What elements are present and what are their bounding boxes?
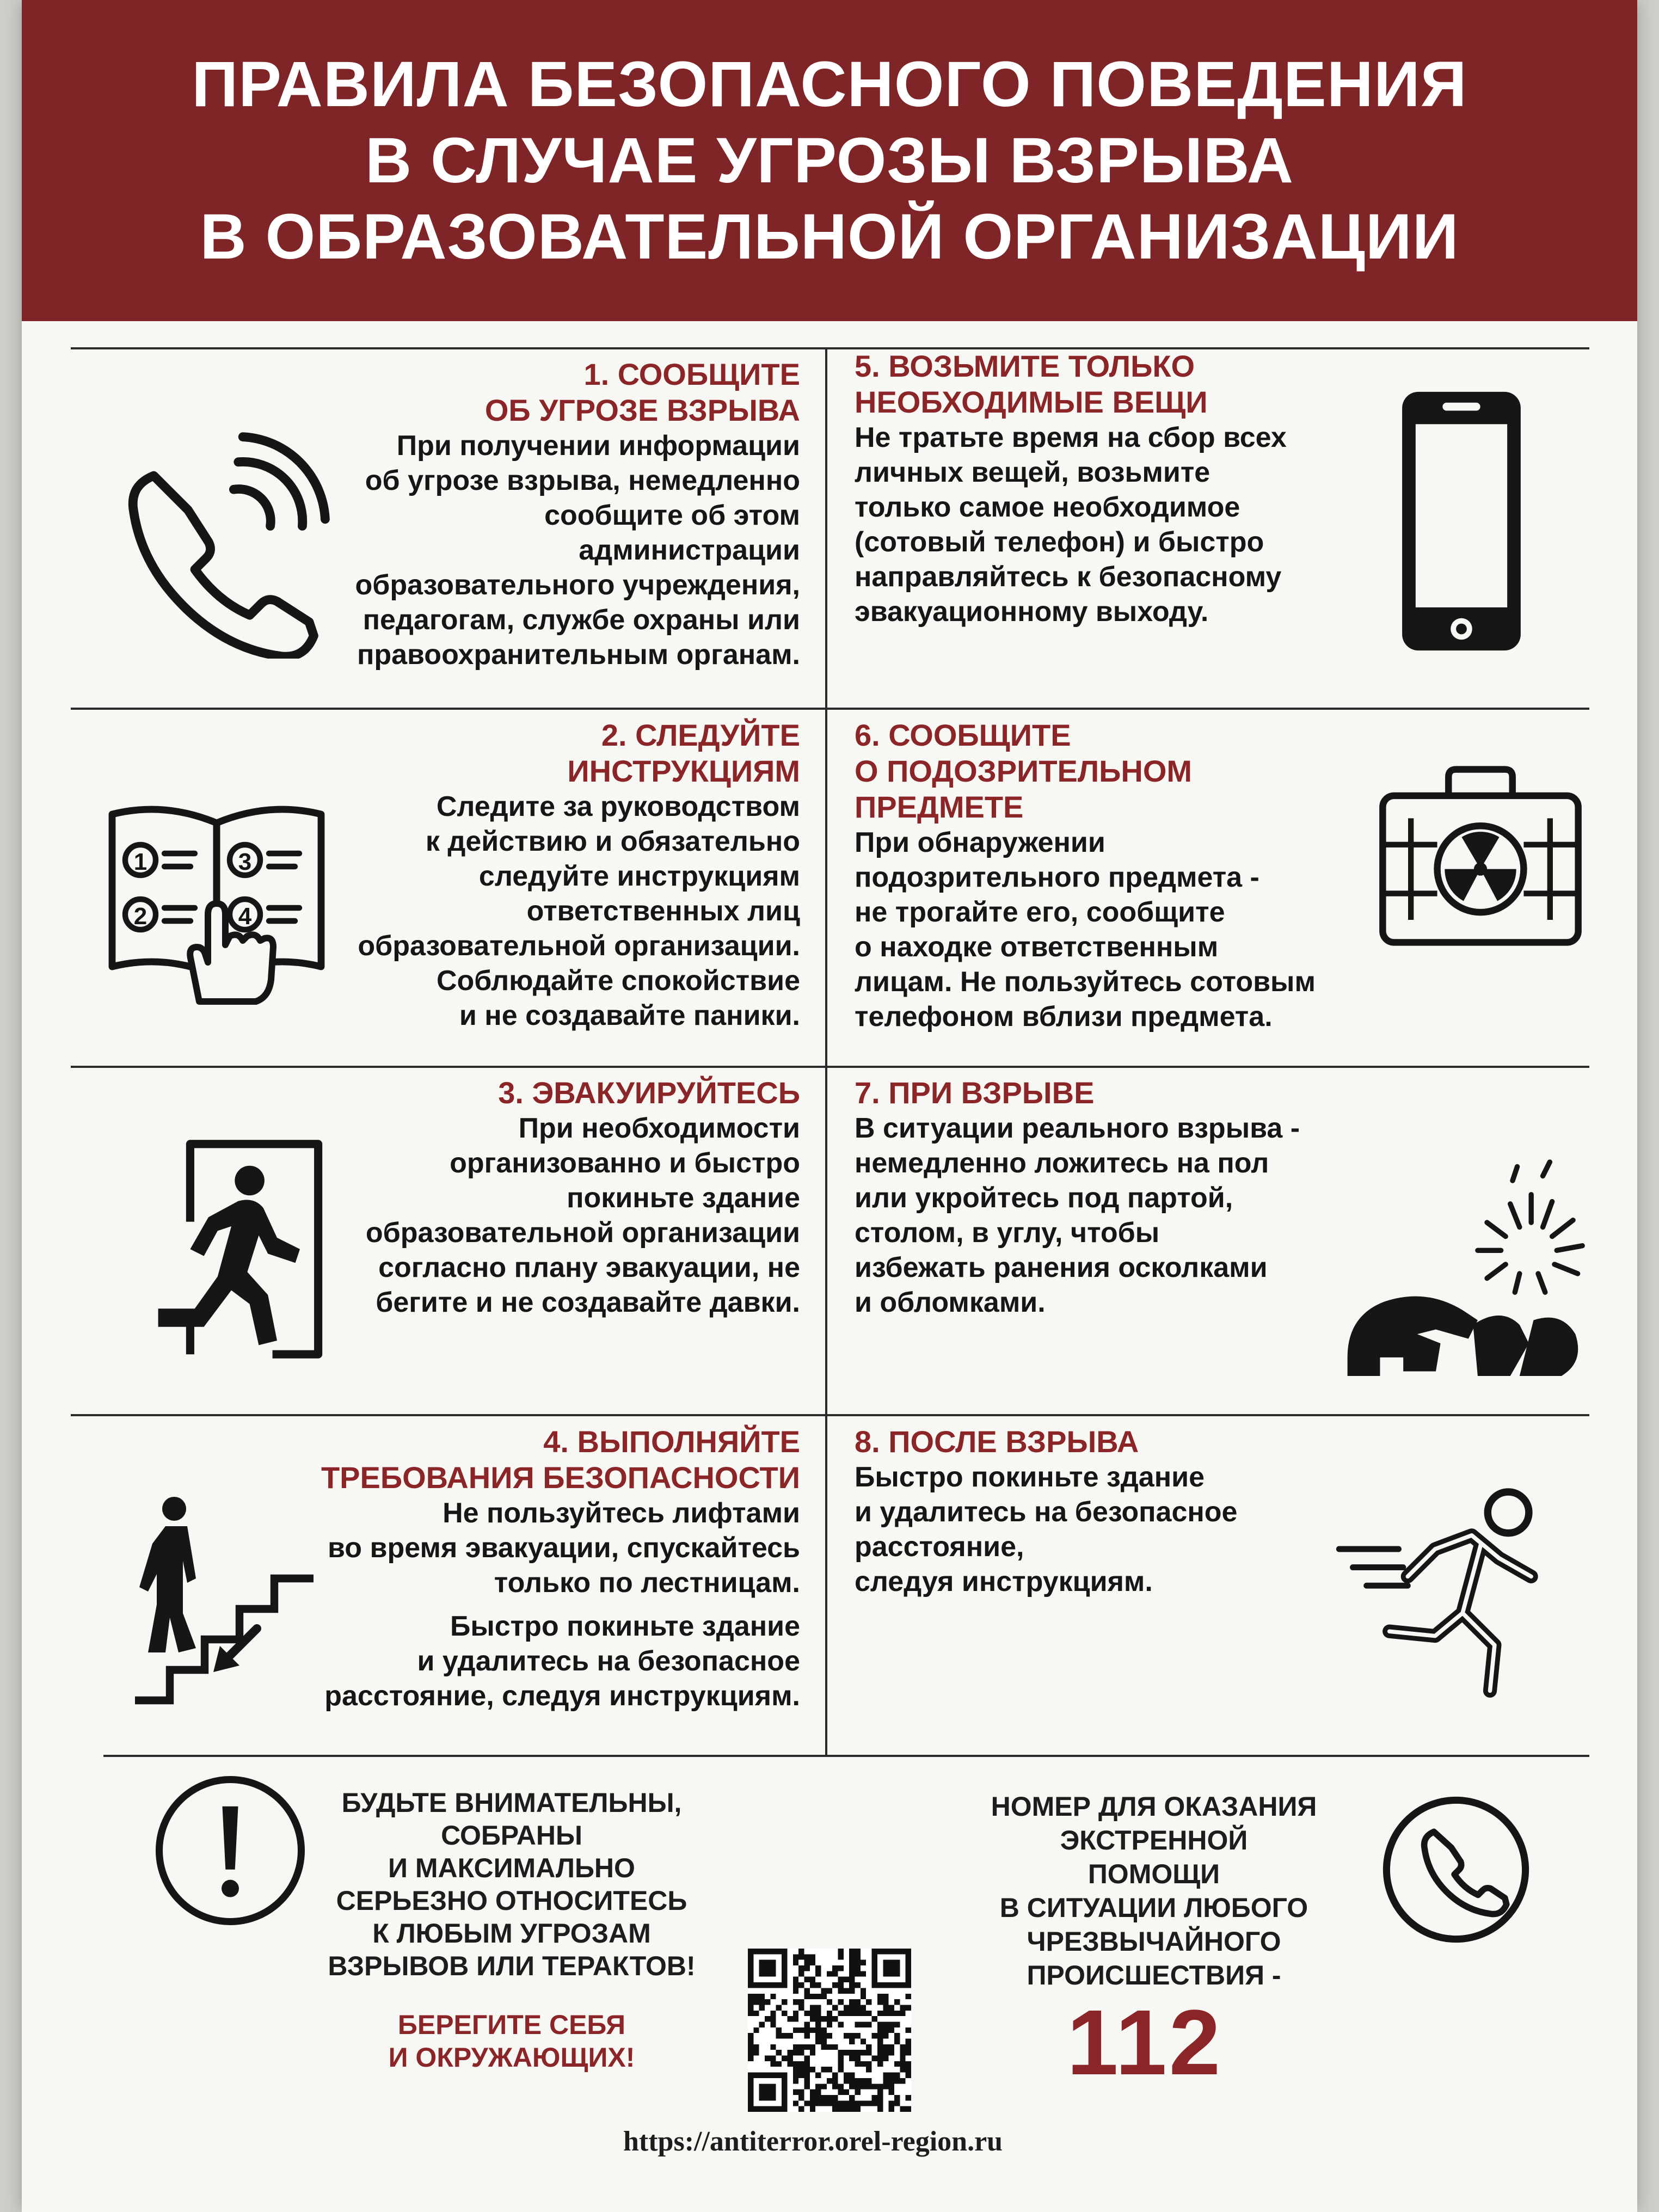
safety-poster [22,0,1637,2212]
website-link[interactable]: https://antiterror.orel-region.ru [623,2126,1003,2157]
rule-6-body: При обнаружении подозрительного предмета - не трогайте его, сообщите о находке ответственным лицам. Не пользуйтесь сотовым телефоном вблизи предмета. [855,827,1316,1033]
emergency-number: 112 [1067,1991,1223,2094]
rule-1-heading: 1. СООБЩИТЕ ОБ УГРОЗЕ ВЗРЫВА [484,357,800,427]
take-care-message: БЕРЕГИТЕ СЕБЯ И ОКРУЖАЮЩИХ! [388,2010,635,2073]
grid-divider [103,1755,1589,1757]
title-line-3: В ОБРАЗОВАТЕЛЬНОЙ ОРГАНИЗАЦИИ [200,201,1459,273]
rule-7 [855,1075,1300,1320]
book-number: 4 [238,903,252,930]
book-number: 1 [133,849,148,875]
stairs-descending-icon [131,1491,348,1709]
rule-3-heading: 3. ЭВАКУИРУЙТЕСЬ [498,1076,800,1110]
grid-divider [71,1414,1589,1416]
phone-ringing-icon [103,430,332,659]
emergency-exit-icon [139,1135,324,1363]
rule-2-body: Следите за руководством к действию и обязательно следуйте инструкциям ответственных лиц образовательной организации. Соблюдайте спокойствие и не создавайте паники. [358,791,800,1031]
book-number: 3 [238,849,252,875]
title-line-1: ПРАВИЛА БЕЗОПАСНОГО ПОВЕДЕНИЯ [192,48,1467,120]
title-line-2: В СЛУЧАЕ УГРОЗЫ ВЗРЫВА [365,125,1294,196]
grid-divider [71,708,1589,710]
rule-2-heading: 2. СЛЕДУЙТЕ ИНСТРУКЦИЯМ [567,718,800,788]
warning-message: БУДЬТЕ ВНИМАТЕЛЬНЫ, СОБРАНЫ И МАКСИМАЛЬНО СЕРЬЕЗНО ОТНОСИТЕСЬ К ЛЮБЫМ УГРОЗАМ ВЗРЫВОВ ИЛИ ТЕРАКТОВ! [328,1787,696,1981]
rule-5 [855,348,1287,629]
rule-8 [855,1424,1237,1599]
qr-code-icon[interactable] [748,1949,911,2112]
book-number: 2 [133,903,148,930]
exclamation-circle-icon [151,1772,309,1930]
rule-1 [355,357,800,672]
rule-6-heading: 6. СООБЩИТЕ О ПОДОЗРИТЕЛЬНОМ ПРЕДМЕТЕ [855,718,1193,824]
rule-4-body: Не пользуйтесь лифтами во время эвакуации, спускайтесь только по лестницам. Быстро покиньте здание и удалитесь на безопасное расстояние, следуя инструкциям. [324,1497,800,1712]
rule-3-body: При необходимости организованно и быстро покиньте здание образовательной организации согласно плану эвакуации, не бегите и не создавайте давки. [365,1113,800,1318]
rule-5-heading: 5. ВОЗЬМИТЕ ТОЛЬКО НЕОБХОДИМЫЕ ВЕЩИ [855,349,1208,419]
rule-4-heading: 4. ВЫПОЛНЯЙТЕ ТРЕБОВАНИЯ БЕЗОПАСНОСТИ [321,1424,800,1495]
rule-5-body: Не тратьте время на сбор всех личных вещей, возьмите только самое необходимое (сотовый телефон) и быстро направляйтесь к безопасному эвакуационному выходу. [855,422,1287,628]
rule-6 [855,717,1316,1034]
instruction-book-icon [103,784,343,1012]
running-person-icon [1328,1480,1595,1709]
grid-divider [71,347,1589,349]
title-banner [22,0,1637,321]
take-cover-explosion-icon [1334,1154,1589,1393]
rule-8-heading: 8. ПОСЛЕ ВЗРЫВА [855,1424,1139,1459]
emergency-number-label: НОМЕР ДЛЯ ОКАЗАНИЯ ЭКСТРЕННОЙ ПОМОЩИ В СИТУАЦИИ ЛЮБОГО ЧРЕЗВЫЧАЙНОГО ПРОИСШЕСТВИЯ - [991,1791,1317,1990]
rule-8-body: Быстро покиньте здание и удалитесь на безопасное расстояние, следуя инструкциям. [855,1461,1238,1597]
rule-3 [366,1075,800,1320]
rule-2 [358,717,800,1033]
grid-column-divider [825,348,827,1756]
rule-7-body: В ситуации реального взрыва - немедленно ложитесь на пол или укройтесь под партой, столом, в углу, чтобы избежать ранения осколками и обломками. [855,1113,1300,1318]
grid-divider [71,1066,1589,1068]
suspicious-suitcase-icon [1377,759,1584,953]
rule-1-body: При получении информации об угрозе взрыва, немедленно сообщите об этом администрации образовательного учреждения, педагогам, службе охраны или правоохранительным органам. [355,430,800,671]
phone-circle-icon [1377,1791,1535,1949]
smartphone-icon [1393,386,1529,656]
rule-4 [321,1424,800,1713]
rule-7-heading: 7. ПРИ ВЗРЫВЕ [855,1076,1095,1110]
